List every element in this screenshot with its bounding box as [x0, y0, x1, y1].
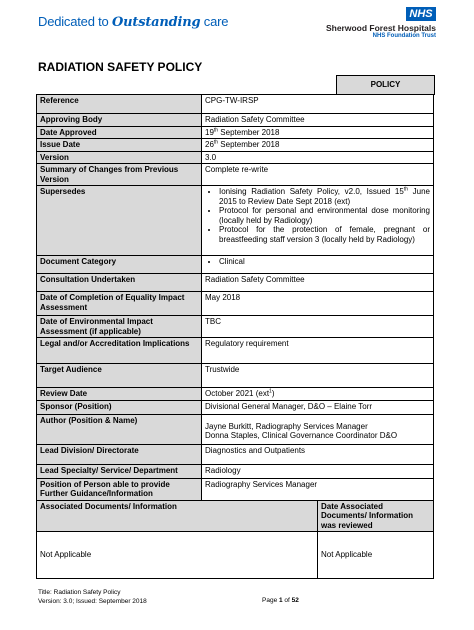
consultation-value: Radiation Safety Committee — [202, 274, 434, 292]
associated-documents-label: Associated Documents/ Information — [37, 500, 318, 532]
author-line-1: Jayne Burkitt, Radiography Services Manager — [205, 421, 368, 431]
approving-body-value: Radiation Safety Committee — [202, 114, 434, 127]
review-date-text: October 2021 (ext — [205, 389, 270, 398]
sponsor-value: Divisional General Manager, D&O – Elaine Torr — [202, 400, 434, 414]
associated-review-date-label: Date Associated Documents/ Information was reviewed — [318, 500, 434, 532]
list-item: • Protocol for personal and environmental dose monitoring (locally held by Radiology) — [219, 206, 430, 225]
page-prefix: Page — [262, 597, 279, 604]
table-row — [37, 388, 434, 401]
footer-title: Title: Radiation Safety Policy — [38, 589, 121, 596]
page-of: of — [282, 597, 292, 604]
audience-value: Trustwide — [202, 364, 434, 388]
table-row — [37, 338, 434, 364]
sponsor-label: Sponsor (Position) — [37, 400, 202, 414]
author-line-2: Donna Staples, Clinical Governance Coordinator D&O — [205, 431, 398, 440]
supersedes-item-1-rest: June 2015 to Review Date Sept 2018 (ext) — [219, 187, 430, 206]
issue-date-month: September 2018 — [218, 140, 280, 149]
tagline — [38, 14, 228, 30]
nhs-logo: NHS — [406, 7, 436, 21]
lead-division-label: Lead Division/ Directorate — [37, 444, 202, 464]
table-row — [37, 114, 434, 127]
table-row — [37, 444, 434, 464]
page-footer — [38, 588, 147, 606]
page-current: 1 — [279, 597, 283, 604]
supersedes-label: Supersedes — [37, 186, 202, 256]
lead-specialty-label: Lead Specialty/ Service/ Department — [37, 464, 202, 478]
category-list — [205, 257, 430, 267]
summary-value: Complete re-write — [202, 164, 434, 186]
associated-review-date-value: Not Applicable — [318, 532, 434, 579]
lead-specialty-value: Radiology — [202, 464, 434, 478]
consultation-label: Consultation Undertaken — [37, 274, 202, 292]
date-approved-suffix: th — [213, 126, 219, 133]
environmental-value: TBC — [202, 316, 434, 338]
summary-label: Summary of Changes from Previous Version — [37, 164, 202, 186]
policy-label: POLICY — [336, 75, 435, 95]
author-value — [202, 414, 434, 444]
table-row — [37, 186, 434, 256]
issue-date-label: Issue Date — [37, 139, 202, 152]
table-row — [37, 400, 434, 414]
review-date-value — [202, 388, 434, 401]
table-row — [37, 364, 434, 388]
trust-subtitle: NHS Foundation Trust — [372, 33, 436, 39]
audience-label: Target Audience — [37, 364, 202, 388]
reference-value: CPG-TW-IRSP — [202, 95, 434, 114]
issue-date-value — [202, 139, 434, 152]
document-title: RADIATION SAFETY POLICY — [38, 60, 203, 74]
tagline-script: Outstanding — [112, 15, 201, 30]
issue-date-suffix: th — [213, 139, 219, 146]
supersedes-list — [205, 187, 430, 244]
position-value: Radiography Services Manager — [202, 478, 434, 500]
category-label: Document Category — [37, 256, 202, 274]
tagline-suffix: care — [200, 14, 229, 29]
table-row — [37, 126, 434, 139]
table-row — [37, 256, 434, 274]
table-row — [37, 139, 434, 152]
reference-label: Reference — [37, 95, 202, 114]
date-approved-day: 19 — [205, 127, 214, 137]
version-value: 3.0 — [202, 151, 434, 164]
table-row — [37, 95, 434, 114]
environmental-label: Date of Environmental Impact Assessment (if applicable) — [37, 316, 202, 338]
table-row — [37, 274, 434, 292]
date-approved-label: Date Approved — [37, 126, 202, 139]
supersedes-item-1-suffix: th — [403, 186, 408, 193]
list-item — [219, 187, 430, 206]
legal-value: Regulatory requirement — [202, 338, 434, 364]
supersedes-item-1-text: Ionising Radiation Safety Policy, v2.0, Issued 15 — [219, 187, 404, 196]
page-header — [0, 0, 474, 44]
supersedes-value — [202, 186, 434, 256]
date-approved-value — [202, 126, 434, 139]
page-total: 52 — [291, 597, 299, 604]
table-row — [37, 164, 434, 186]
table-row — [37, 414, 434, 444]
approving-body-label: Approving Body — [37, 114, 202, 127]
review-date-label: Review Date — [37, 388, 202, 401]
trust-name: Sherwood Forest Hospitals — [325, 23, 436, 33]
table-row — [37, 316, 434, 338]
table-row — [37, 292, 434, 316]
associated-documents-value: Not Applicable — [37, 532, 318, 579]
list-item: • Clinical — [219, 257, 430, 267]
version-label: Version — [37, 151, 202, 164]
tagline-prefix: Dedicated to — [38, 14, 113, 29]
list-item: • Protocol for the protection of female, pregnant or breastfeeding staff version 3 (locally held by Radiology) — [219, 225, 430, 244]
table-row — [37, 532, 434, 579]
legal-label: Legal and/or Accreditation Implications — [37, 338, 202, 364]
position-label: Position of Person able to provide Further Guidance/Information — [37, 478, 202, 500]
table-row — [37, 151, 434, 164]
equality-label: Date of Completion of Equality Impact Assessment — [37, 292, 202, 316]
footer-version: Version: 3.0; Issued: September 2018 — [38, 598, 147, 605]
lead-division-value: Diagnostics and Outpatients — [202, 444, 434, 464]
equality-value: May 2018 — [202, 292, 434, 316]
category-value — [202, 256, 434, 274]
policy-details-table — [36, 94, 434, 579]
author-label: Author (Position & Name) — [37, 414, 202, 444]
issue-date-day: 26 — [205, 140, 214, 149]
table-row — [37, 478, 434, 500]
date-approved-month: September 2018 — [218, 127, 280, 137]
review-date-footnote: 1 — [269, 388, 272, 395]
review-date-close: ) — [271, 389, 275, 398]
page-number — [262, 597, 299, 604]
table-row — [37, 464, 434, 478]
table-row — [37, 500, 434, 532]
